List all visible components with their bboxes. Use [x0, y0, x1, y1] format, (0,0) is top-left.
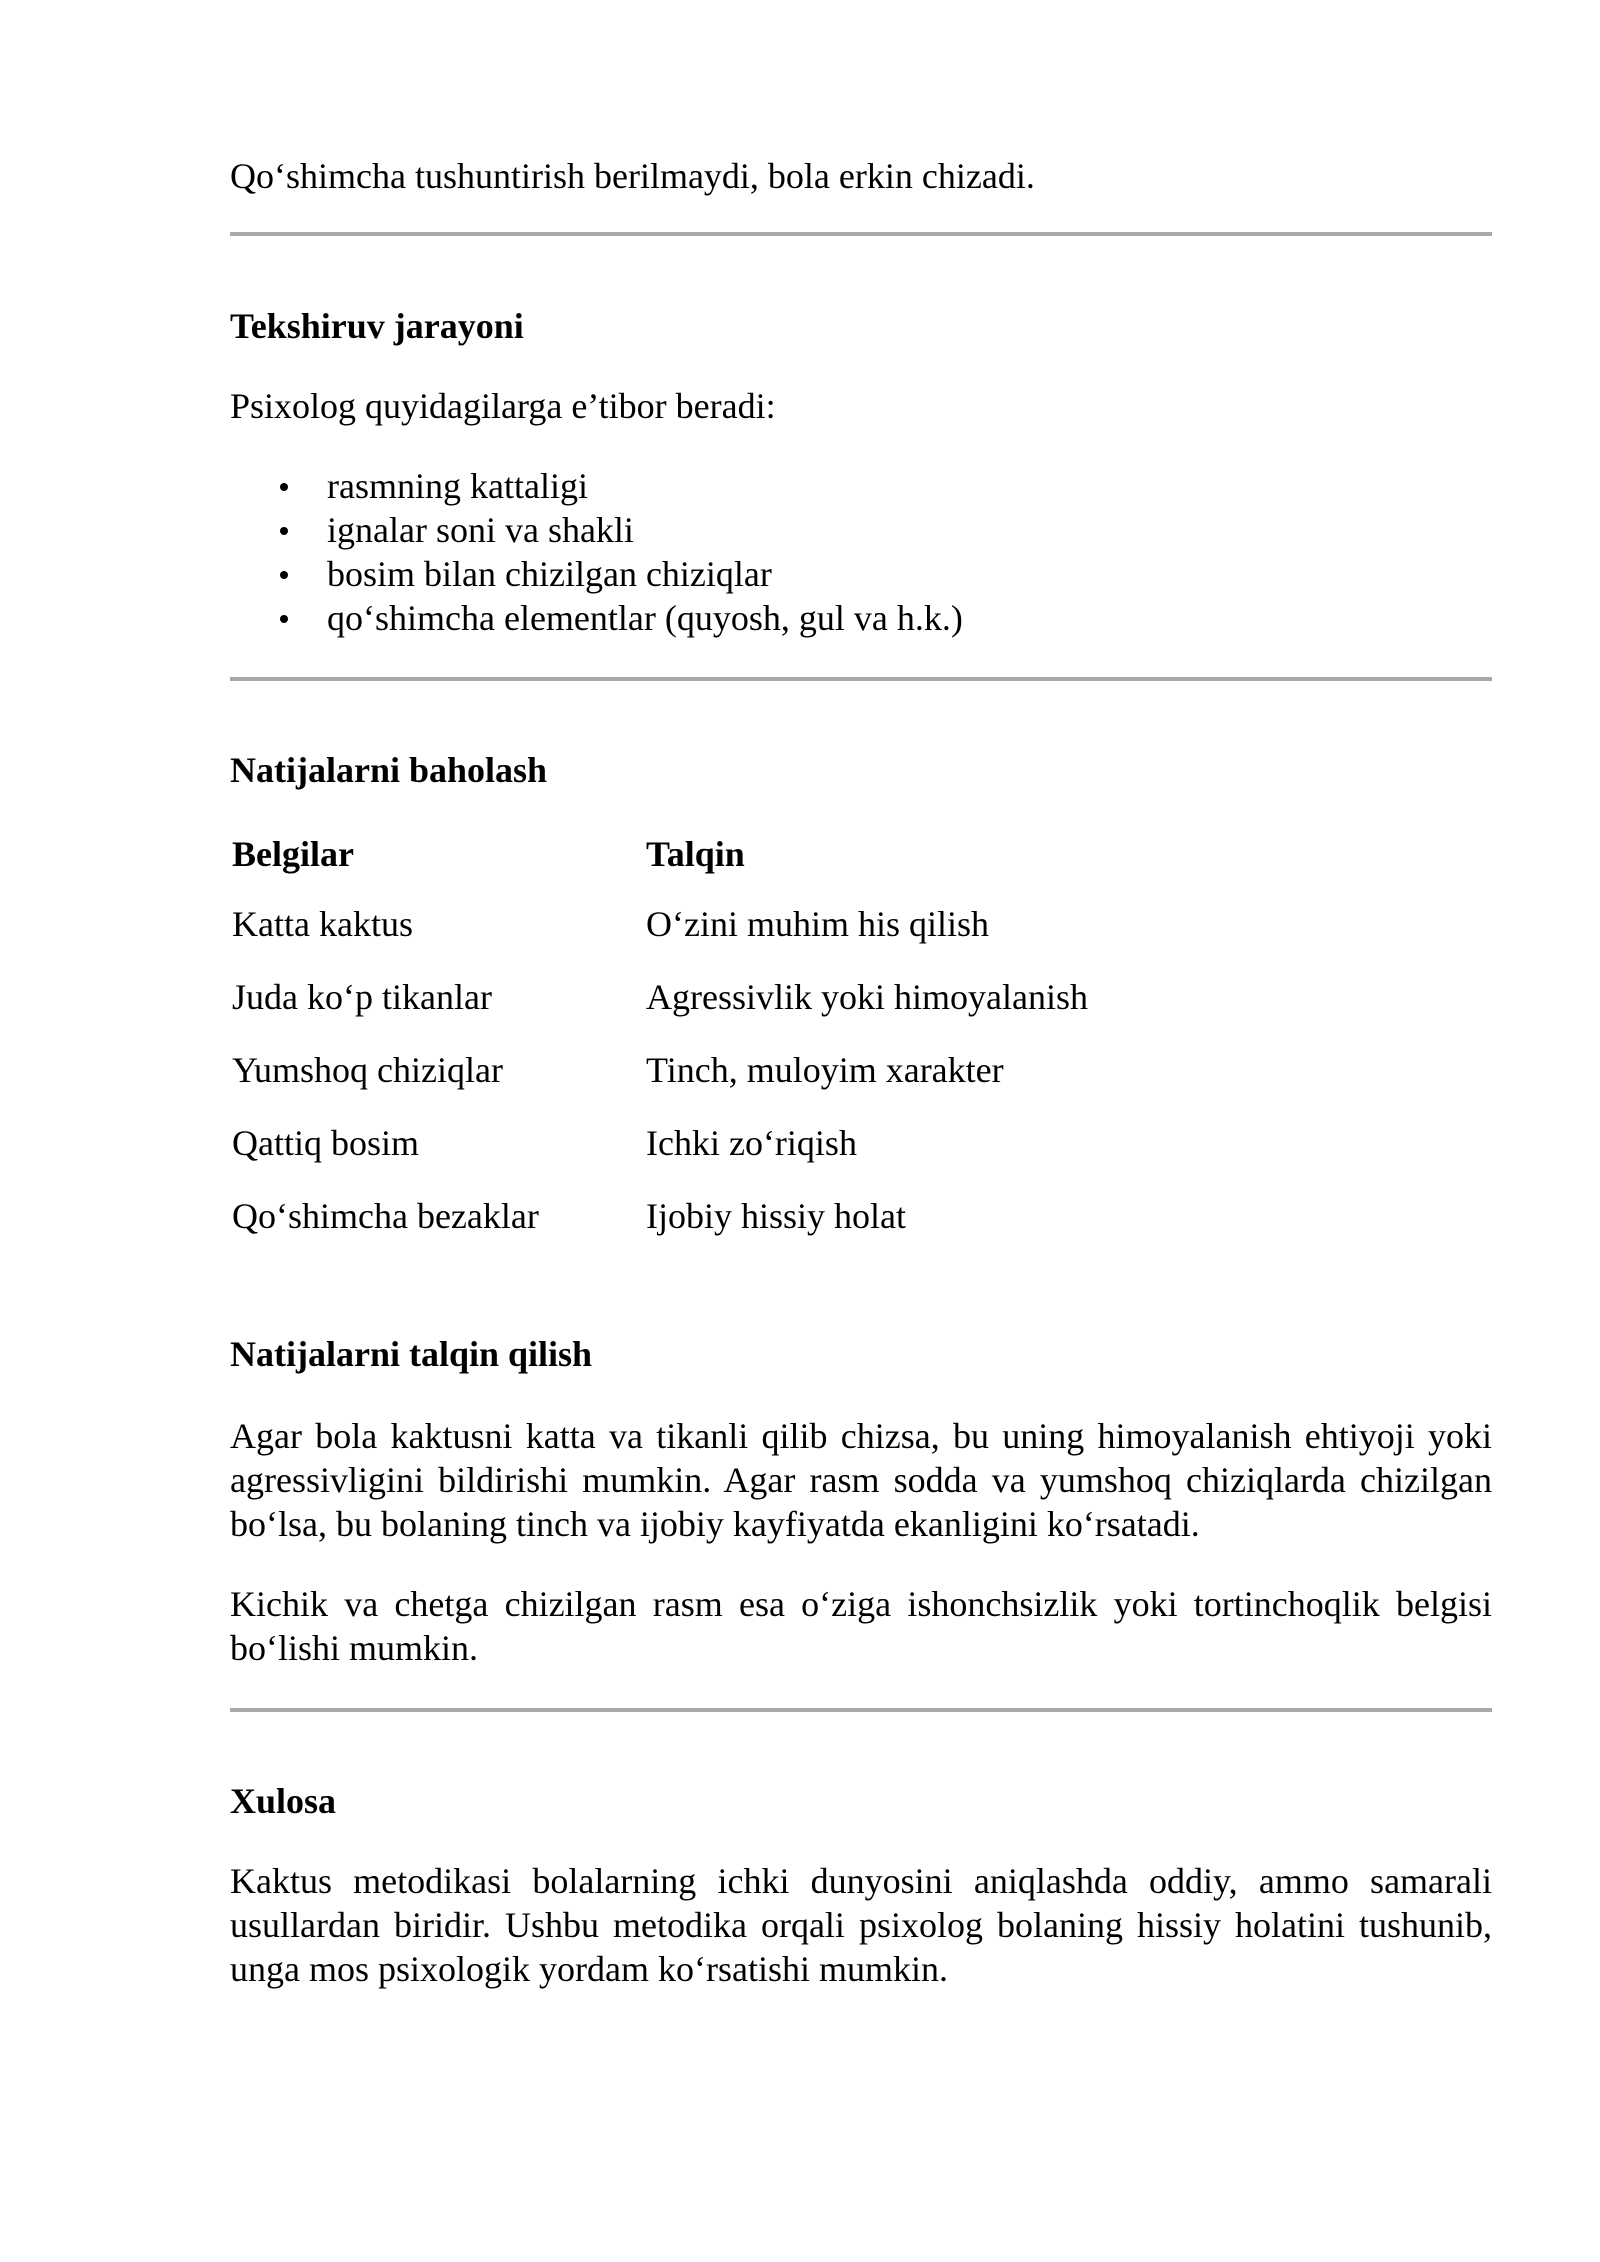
section-heading-evaluation: Natijalarni baholash [230, 750, 548, 790]
column-header-signs: Belgilar [232, 834, 354, 874]
table-row [230, 1121, 1088, 1194]
bullet-icon [280, 527, 288, 535]
table-cell: Juda ko‘p tikanlar [232, 977, 492, 1017]
interpretation-paragraph: Agar bola kaktusni katta va tikanli qilib chizsa, bu uning himoyalanish ehtiyoji yoki agressivligini bildirishi mumkin. Agar rasm sodda va yumshoq chiziqlarda chizilgan bo‘lsa, bu bolaning tinch va ijobiy kayfiyatda ekanligini ko‘rsatadi. [230, 1416, 1492, 1544]
evaluation-table [230, 832, 1088, 1267]
bullet-icon [280, 615, 288, 623]
table-cell: Katta kaktus [232, 904, 413, 944]
table-cell: Qo‘shimcha bezaklar [232, 1196, 539, 1236]
section-heading-conclusion: Xulosa [230, 1781, 337, 1821]
table-cell: Yumshoq chiziqlar [232, 1050, 503, 1090]
bullet-list [230, 464, 1492, 640]
list-item [230, 508, 1492, 552]
horizontal-rule [230, 232, 1492, 236]
list-item [230, 552, 1492, 596]
process-lead-paragraph: Psixolog quyidagilarga e’tibor beradi: [230, 386, 776, 426]
conclusion-paragraph: Kaktus metodikasi bolalarning ichki dunyosini aniqlashda oddiy, ammo samarali usullardan biridir. Ushbu metodika orqali psixolog bolaning hissiy holatini tushunib, unga mos psixologik yordam ko‘rsatishi mumkin. [230, 1861, 1492, 1989]
table-cell: Tinch, muloyim xarakter [646, 1050, 1004, 1090]
column-header-interpretation: Talqin [646, 834, 745, 874]
list-item-text: qo‘shimcha elementlar (quyosh, gul va h.k.) [327, 598, 963, 638]
table-header-row [230, 832, 1088, 902]
section-heading-interpretation: Natijalarni talqin qilish [230, 1334, 593, 1374]
table-cell: Agressivlik yoki himoyalanish [646, 977, 1088, 1017]
table-cell: Qattiq bosim [232, 1123, 419, 1163]
bullet-icon [280, 483, 288, 491]
list-item-text: ignalar soni va shakli [327, 510, 634, 550]
horizontal-rule [230, 677, 1492, 681]
list-item [230, 464, 1492, 508]
list-item [230, 596, 1492, 640]
table-row [230, 902, 1088, 975]
table-row [230, 1048, 1088, 1121]
interpretation-paragraph: Kichik va chetga chizilgan rasm esa o‘ziga ishonchsizlik yoki tortinchoqlik belgisi bo‘lishi mumkin. [230, 1584, 1492, 1668]
horizontal-rule [230, 1708, 1492, 1712]
list-item-text: bosim bilan chizilgan chiziqlar [327, 554, 772, 594]
table-row [230, 975, 1088, 1048]
table-row [230, 1194, 1088, 1267]
document-page [230, 0, 1492, 1991]
list-item-text: rasmning kattaligi [327, 466, 588, 506]
table-cell: Ijobiy hissiy holat [646, 1196, 906, 1236]
intro-paragraph: Qo‘shimcha tushuntirish berilmaydi, bola erkin chizadi. [230, 156, 1035, 196]
table-cell: O‘zini muhim his qilish [646, 904, 990, 944]
section-heading-process: Tekshiruv jarayoni [230, 306, 524, 346]
table-cell: Ichki zo‘riqish [646, 1123, 857, 1163]
bullet-icon [280, 571, 288, 579]
